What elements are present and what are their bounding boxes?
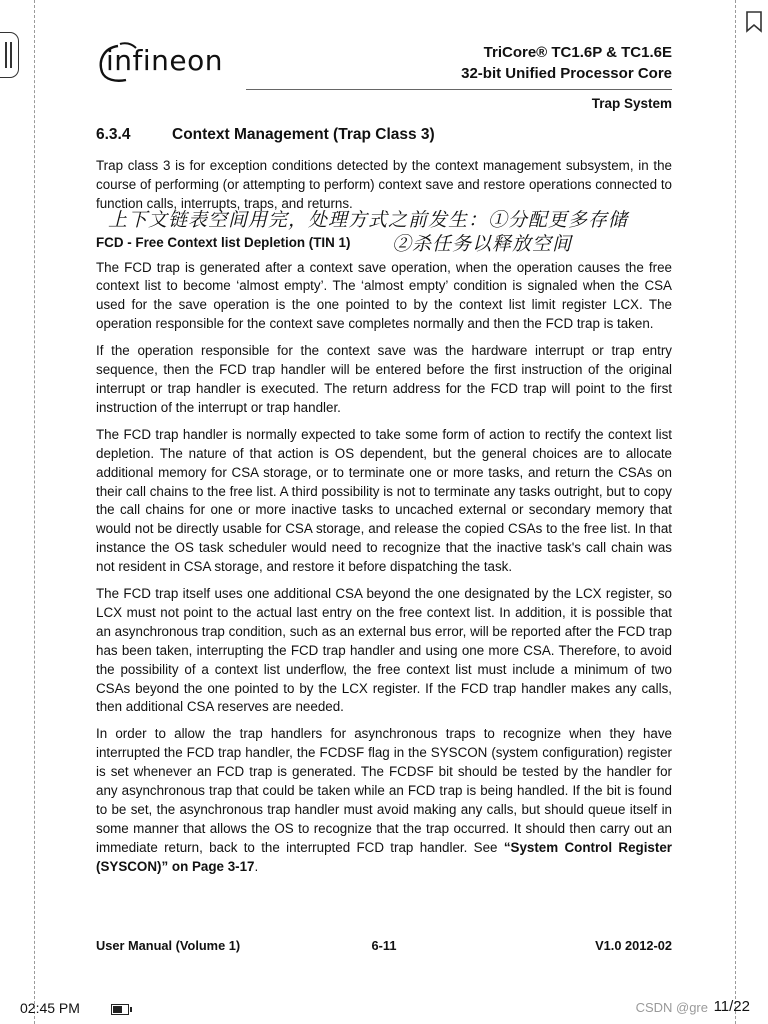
left-margin-guide xyxy=(34,0,35,1024)
logo-text: infineon xyxy=(106,44,224,77)
section-label: Trap System xyxy=(591,96,672,111)
right-margin-guide xyxy=(735,0,736,1024)
paragraph: The FCD trap handler is normally expected to take some form of action to rectify the context list depletion. The nature of that action is OS dependent, but the general choices are to allocate additional memory for CSA storage, or to terminate one or more tasks, and return the CSAs on their call chains to the free list. A third possibility is not to terminate any tasks outright, but to copy the call chains for one or more inactive tasks to uncached external or secondary memory that would not be directly usable for CSA storage, and release the copied CSAs to the free list. In that instance the OS task scheduler would need to recognize that the inactive task's call chain was not resident in CSA storage, and restore it before dispatching the task. xyxy=(96,426,672,575)
cross-reference-link[interactable]: “System Control Register (SYSCON)” on Page 3-17 xyxy=(96,839,672,874)
handwritten-annotation: ②杀任务以释放空间 xyxy=(392,233,573,255)
heading-title: Context Management (Trap Class 3) xyxy=(172,126,435,143)
page-counter[interactable]: 11/22 xyxy=(713,998,750,1015)
status-bar xyxy=(0,992,768,1024)
header-divider xyxy=(246,89,672,90)
page-content xyxy=(96,126,672,885)
paragraph-end: . xyxy=(254,858,259,874)
paragraph: If the operation responsible for the context save was the hardware interrupt or trap entry sequence, then the FCD trap handler will be entered before the first instruction of the original interrupt or trap handler is executed. The return address for the FCD trap will point to the first instruction of the interrupt or trap handler. xyxy=(96,343,672,415)
handwritten-annotation: 上下文链表空间用完，处理方式之前发生：①分配更多存储 xyxy=(108,209,629,231)
product-title: TriCore® TC1.6P & TC1.6E xyxy=(483,44,672,61)
heading-number: 6.3.4 xyxy=(96,126,131,143)
subsection-heading: FCD - Free Context list Depletion (TIN 1) xyxy=(96,234,351,250)
product-subtitle: 32-bit Unified Processor Core xyxy=(461,65,672,82)
paragraph xyxy=(96,725,672,876)
battery-icon xyxy=(111,1004,129,1015)
footer-manual: User Manual (Volume 1) xyxy=(96,938,241,953)
watermark: CSDN @gre xyxy=(635,1000,708,1015)
paragraph-text: In order to allow the trap handlers for asynchronous traps to recognize when they have interrupted the FCD trap handler, the FCDSF flag in the SYSCON (system configuration) register is set whenever an FCD trap is generated. The FCDSF bit should be tested by the handler for any asynchronous trap that could be taken while an FCD trap is being handled. If the bit is found to be set, the asynchronous trap handler must avoid making any calls, but should queue itself in some manner that allows the OS to recognize that the trap occurred. It should then carry out an immediate return, back to the interrupted FCD trap handler. See xyxy=(96,726,672,855)
section-heading xyxy=(96,126,672,145)
paragraph: The FCD trap is generated after a context save operation, when the operation causes the free context list to become ‘almost empty’. The ‘almost empty’ condition is signaled when the CSA used for the save operation is the one pointed to by the context list limit register LCX. The operation responsible for the context save completes normally and then the FCD trap is taken. xyxy=(96,259,672,332)
bookmark-icon[interactable] xyxy=(745,10,763,34)
intro-paragraph: Trap class 3 is for exception conditions detected by the context management subsystem, in the course of performing (or attempting to perform) context save and restore operations connected to function calls, interrupts, traps, and returns. xyxy=(96,157,672,211)
sidebar-toggle-button[interactable] xyxy=(0,32,19,78)
clock: 02:45 PM xyxy=(20,1000,80,1016)
paragraph: The FCD trap itself uses one additional CSA beyond the one designated by the LCX register, so LCX must not point to the actual last entry on the free context list. In addition, it is possible that an asynchronous trap condition, such as an external bus error, will be reported after the FCD trap has been taken, interrupting the FCD trap handler and using one more CSA. Therefore, to avoid the possibility of a context list underflow, the free context list must include a minimum of two CSAs beyond the one pointed to by the LCX register. If the FCD trap handler makes any calls, then additional CSA reserves are needed. xyxy=(96,586,672,715)
document-header xyxy=(461,42,672,84)
footer-page-number: 6-11 xyxy=(371,938,397,953)
footer-version: V1.0 2012-02 xyxy=(595,938,672,953)
infineon-logo xyxy=(96,38,226,84)
